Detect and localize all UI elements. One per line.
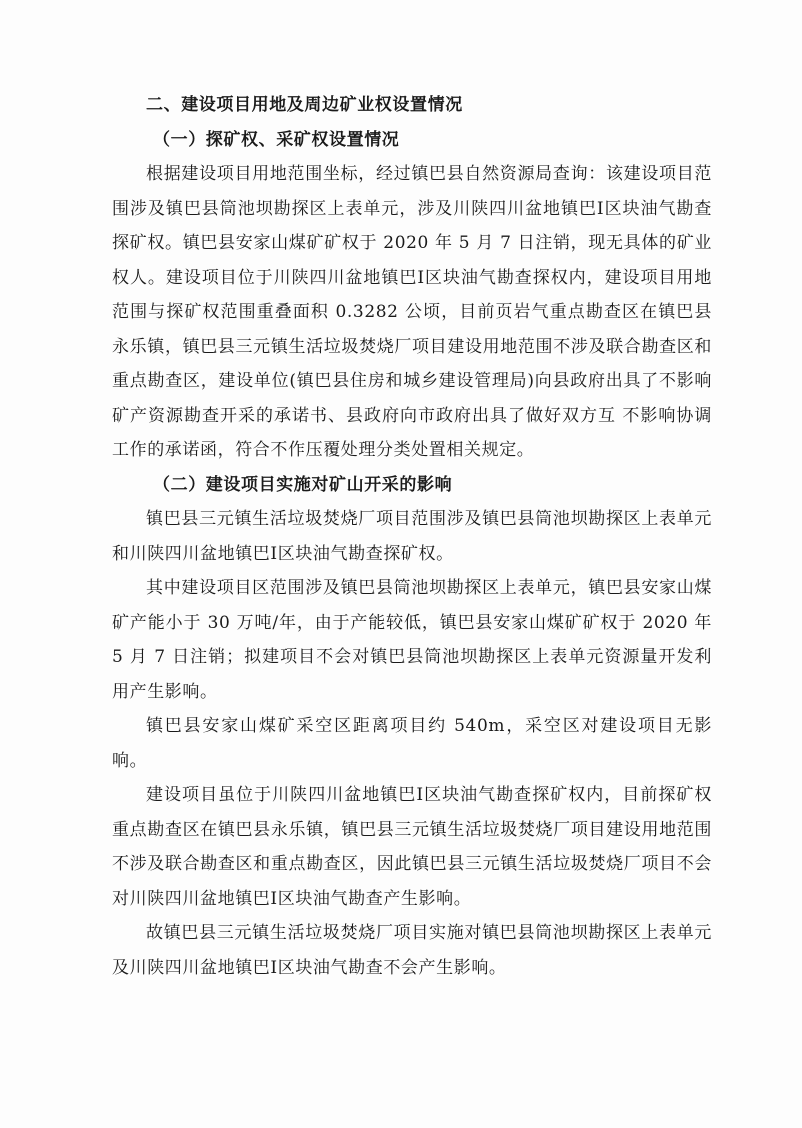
- paragraph-2: 镇巴县三元镇生活垃圾焚烧厂项目范围涉及镇巴县筒池坝勘探区上表单元和川陕四川盆地镇巴Ⅰ区块油气勘查探矿权。: [112, 509, 712, 564]
- paragraph-4: 镇巴县安家山煤矿采空区距离项目约 540m，采空区对建设项目无影响。: [112, 716, 712, 771]
- paragraph-5: 建设项目虽位于川陕四川盆地镇巴Ⅰ区块油气勘查探矿权内，目前探矿权重点勘查区在镇巴县永乐镇，镇巴县三元镇生活垃圾焚烧厂项目建设用地范围不涉及联合勘查区和重点勘查区，因此镇巴县三元镇生活垃圾焚烧厂项目不会对川陕四川盆地镇巴Ⅰ区块油气勘查产生影响。: [112, 785, 712, 909]
- paragraph-1: 根据建设项目用地范围坐标，经过镇巴县自然资源局查询：该建设项目范围涉及镇巴县筒池坝勘探区上表单元，涉及川陕四川盆地镇巴Ⅰ区块油气勘查探矿权。镇巴县安家山煤矿矿权于 2020 年 5 月 7 日注销，现无具体的矿业权人。建设项目位于川陕四川盆地镇巴Ⅰ区块油气勘查探权内，建设项目用地范围与探矿权范围重叠面积 0.3282 公顷，目前页岩气重点勘查区在镇巴县永乐镇，镇巴县三元镇生活垃圾焚烧厂项目建设用地范围不涉及联合勘查区和重点勘查区，建设单位(镇巴县住房和城乡建设管理局)向县政府出具了不影响矿产资源勘查开采的承诺书、县政府向市政府出具了做好双方互 不影响协调工作的承诺函，符合不作压覆处理分类处置相关规定。: [112, 164, 712, 460]
- paragraph-6: 故镇巴县三元镇生活垃圾焚烧厂项目实施对镇巴县筒池坝勘探区上表单元及川陕四川盆地镇巴Ⅰ区块油气勘查不会产生影响。: [112, 923, 712, 978]
- document-body: [112, 88, 712, 985]
- subsection-2-title: （二）建设项目实施对矿山开采的影响: [153, 474, 453, 495]
- subsection-1-title: （一）探矿权、采矿权设置情况: [153, 129, 400, 150]
- section-title: 二、建设项目用地及周边矿业权设置情况: [146, 95, 463, 115]
- paragraph-3: 其中建设项目区范围涉及镇巴县筒池坝勘探区上表单元，镇巴县安家山煤矿产能小于 30 万吨/年，由于产能较低，镇巴县安家山煤矿矿权于 2020 年 5 月 7 日注销；拟建项目不会对镇巴县筒池坝勘探区上表单元资源量开发利用产生影响。: [112, 578, 712, 702]
